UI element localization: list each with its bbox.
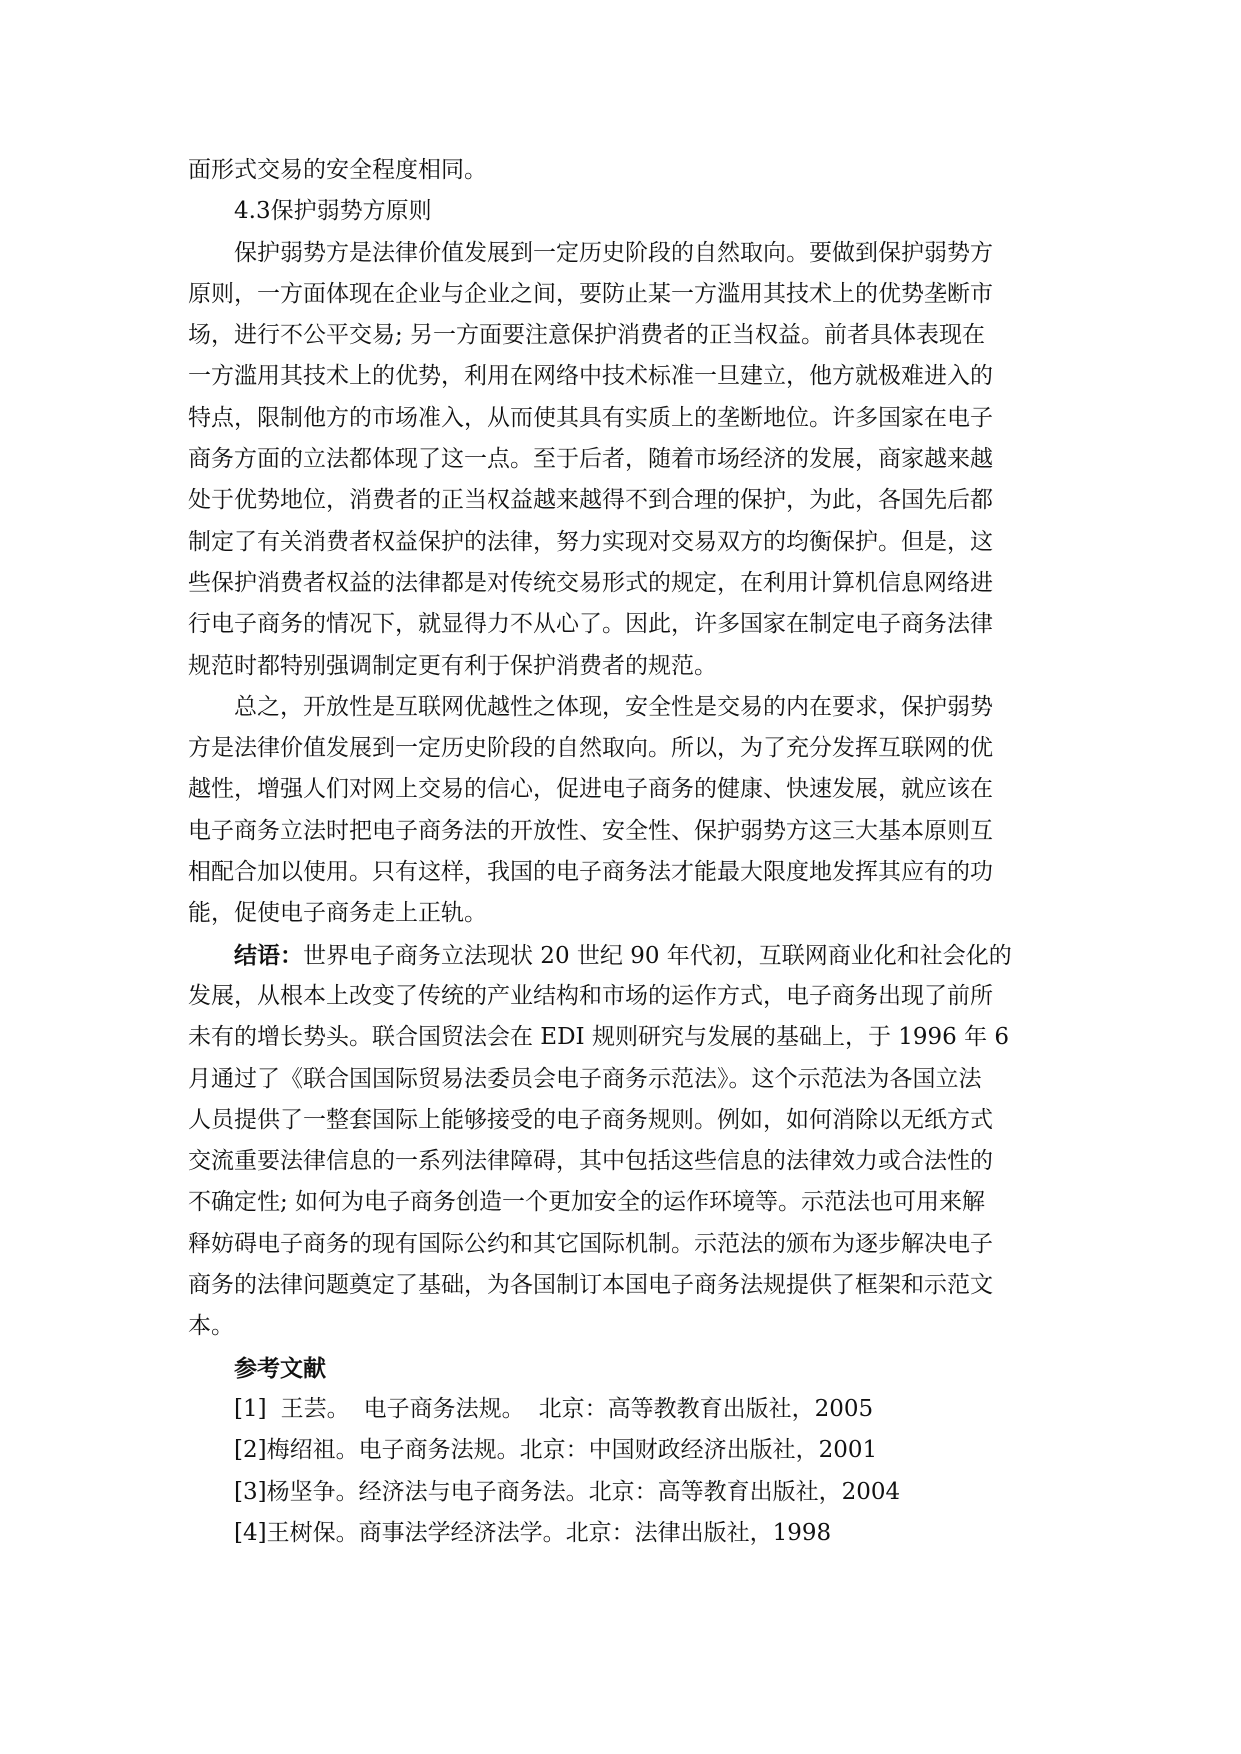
section-heading: 4.3保护弱势方原则 <box>234 198 432 225</box>
paragraph-line: 制定了有关消费者权益保护的法律，努力实现对交易双方的均衡保护。但是，这 <box>188 528 993 555</box>
paragraph-line: 能，促使电子商务走上正轨。 <box>188 900 487 927</box>
paragraph-line: 特点，限制他方的市场准入，从而使其具有实质上的垄断地位。许多国家在电子 <box>188 404 993 431</box>
conclusion-first-text: 世界电子商务立法现状 20 世纪 90 年代初，互联网商业化和社会化的 <box>303 942 1012 969</box>
paragraph-line: 原则，一方面体现在企业与企业之间，要防止某一方滥用其技术上的优势垄断市 <box>188 280 993 307</box>
reference-number: [1] <box>234 1395 267 1422</box>
conclusion-first-line <box>188 935 1060 976</box>
paragraph-line: 总之，开放性是互联网优越性之体现，安全性是交易的内在要求，保护弱势 <box>234 693 993 720</box>
paragraph-line: 规范时都特别强调制定更有利于保护消费者的规范。 <box>188 652 717 679</box>
paragraph-line: 越性，增强人们对网上交易的信心，促进电子商务的健康、快速发展，就应该在 <box>188 776 993 803</box>
paragraph-line: 本。 <box>188 1313 234 1340</box>
reference-item: [4]王树保。商事法学经济法学。北京：法律出版社，1998 <box>234 1519 832 1546</box>
conclusion-label: 结语： <box>234 941 303 969</box>
reference-item <box>188 1389 1060 1430</box>
paragraph-line: 人员提供了一整套国际上能够接受的电子商务规则。例如，如何消除以无纸方式 <box>188 1106 993 1133</box>
paragraph-line: 行电子商务的情况下，就显得力不从心了。因此，许多国家在制定电子商务法律 <box>188 611 993 638</box>
paragraph-line: 交流重要法律信息的一系列法律障碍，其中包括这些信息的法律效力或合法性的 <box>188 1148 993 1175</box>
reference-item: [3]杨坚争。经济法与电子商务法。北京：高等教育出版社，2004 <box>234 1478 901 1505</box>
reference-title: 电子商务法规。 <box>363 1395 525 1422</box>
paragraph-line: 场，进行不公平交易; 另一方面要注意保护消费者的正当权益。前者具体表现在 <box>188 322 986 349</box>
paragraph-line: 发展，从根本上改变了传统的产业结构和市场的运作方式，电子商务出现了前所 <box>188 982 993 1009</box>
document-page <box>188 150 1060 1554</box>
opening-line: 面形式交易的安全程度相同。 <box>188 157 487 183</box>
reference-author: 王芸。 <box>280 1395 350 1422</box>
reference-item: [2]梅绍祖。电子商务法规。北京：中国财政经济出版社，2001 <box>234 1437 878 1464</box>
paragraph-summary <box>188 687 1060 935</box>
paragraph-line: 相配合加以使用。只有这样，我国的电子商务法才能最大限度地发挥其应有的功 <box>188 859 993 886</box>
paragraph-line: 商务的法律问题奠定了基础，为各国制订本国电子商务法规提供了框架和示范文 <box>188 1272 993 1299</box>
references-list <box>188 1389 1060 1554</box>
paragraph-line: 未有的增长势头。联合国贸法会在 EDI 规则研究与发展的基础上，于 1996 年 6 <box>188 1024 1010 1051</box>
paragraph-line: 不确定性; 如何为电子商务创造一个更加安全的运作环境等。示范法也可用来解 <box>188 1189 986 1216</box>
paragraph-line: 方是法律价值发展到一定历史阶段的自然取向。所以，为了充分发挥互联网的优 <box>188 735 993 762</box>
paragraph-line: 电子商务立法时把电子商务法的开放性、安全性、保护弱势方这三大基本原则互 <box>188 817 993 844</box>
paragraph-line: 月通过了《联合国国际贸易法委员会电子商务示范法》。这个示范法为各国立法 <box>188 1065 982 1092</box>
paragraph-line: 处于优势地位，消费者的正当权益越来越得不到合理的保护，为此，各国先后都 <box>188 487 993 514</box>
paragraph-line: 保护弱势方是法律价值发展到一定历史阶段的自然取向。要做到保护弱势方 <box>234 239 993 266</box>
paragraph-conclusion <box>188 935 1060 1348</box>
references-heading: 参考文献 <box>234 1354 326 1382</box>
paragraph-line: 商务方面的立法都体现了这一点。至于后者，随着市场经济的发展，商家越来越 <box>188 446 993 473</box>
paragraph-line: 释妨碍电子商务的现有国际公约和其它国际机制。示范法的颁布为逐步解决电子 <box>188 1230 993 1257</box>
paragraph-line: 些保护消费者权益的法律都是对传统交易形式的规定，在利用计算机信息网络进 <box>188 569 993 596</box>
paragraph-line: 一方滥用其技术上的优势，利用在网络中技术标准一旦建立，他方就极难进入的 <box>188 363 993 390</box>
reference-publisher: 北京：高等教教育出版社，2005 <box>538 1395 874 1422</box>
paragraph-weak-party-principle <box>188 233 1060 687</box>
